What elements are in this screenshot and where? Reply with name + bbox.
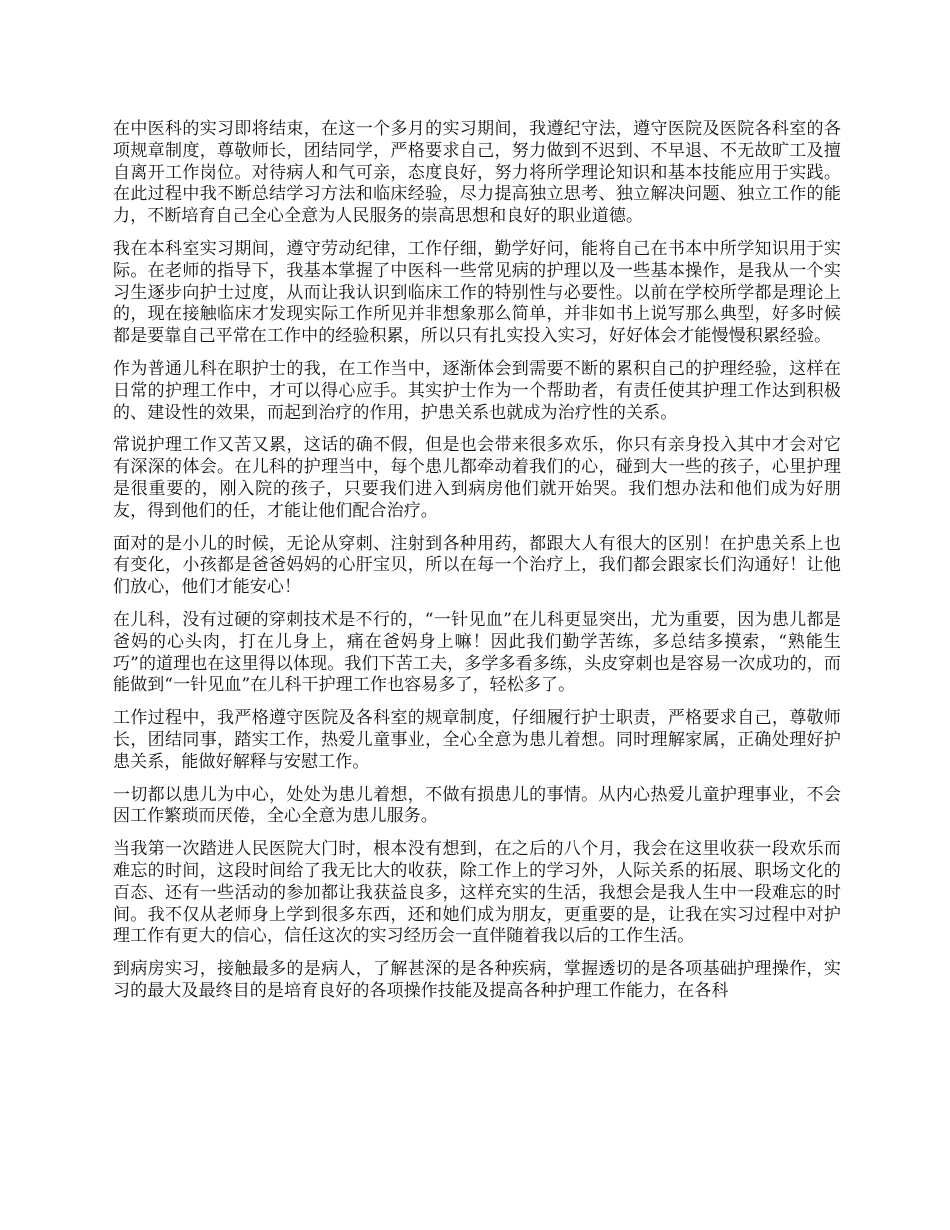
paragraph-5: 面对的是小儿的时候，无论从穿刺、注射到各种用药，都跟大人有很大的区别！在护患关系上也有变化，小孩都是爸爸妈妈的心肝宝贝，所以在每一个治疗上，我们都会跟家长们沟通好！让他们放心，他们才能安心！ — [113, 533, 841, 598]
paragraph-1: 在中医科的实习即将结束，在这一个多月的实习期间，我遵纪守法，遵守医院及医院各科室的各项规章制度，尊敬师长，团结同学，严格要求自己，努力做到不迟到、不早退、不无故旷工及擅自离开工作岗位。对待病人和气可亲，态度良好，努力将所学理论知识和基本技能应用于实践。在此过程中我不断总结学习方法和临床经验，尽力提高独立思考、独立解决问题、独立工作的能力，不断培育自己全心全意为人民服务的崇高思想和良好的职业道德。 — [113, 119, 841, 227]
paragraph-8: 一切都以患儿为中心，处处为患儿着想，不做有损患儿的事情。从内心热爱儿童护理事业，不会因工作繁琐而厌倦，全心全意为患儿服务。 — [113, 784, 841, 827]
paragraph-7: 工作过程中，我严格遵守医院及各科室的规章制度，仔细履行护士职责，严格要求自己，尊敬师长，团结同事，踏实工作，热爱儿童事业，全心全意为患儿着想。同时理解家属，正确处理好护患关系，能做好解释与安慰工作。 — [113, 708, 841, 772]
paragraph-6: 在儿科，没有过硬的穿刺技术是不行的，“一针见血”在儿科更显突出，尤为重要，因为患儿都是爸妈的心头肉，打在儿身上，痛在爸妈身上嘛！因此我们勤学苦练，多总结多摸索，“熟能生巧”的道理也在这里得以体现。我们下苦工夫，多学多看多练，头皮穿刺也是容易一次成功的，而能做到“一针见血”在儿科干护理工作也容易多了，轻松多了。 — [113, 609, 841, 696]
document-body — [113, 119, 841, 1014]
paragraph-3: 作为普通儿科在职护士的我，在工作当中，逐渐体会到需要不断的累积自己的护理经验，这样在日常的护理工作中，才可以得心应手。其实护士作为一个帮助者，有责任使其护理工作达到积极的、建设性的效果，而起到治疗的作用，护患关系也就成为治疗性的关系。 — [113, 358, 841, 423]
paragraph-4: 常说护理工作又苦又累，这话的确不假，但是也会带来很多欢乐，你只有亲身投入其中才会对它有深深的体会。在儿科的护理当中，每个患儿都牵动着我们的心，碰到大一些的孩子，心里护理是很重要的，刚入院的孩子，只要我们进入到病房他们就开始哭。我们想办法和他们成为好朋友，得到他们的任，才能让他们配合治疗。 — [113, 435, 841, 521]
paragraph-10: 到病房实习，接触最多的是病人，了解甚深的是各种疾病，掌握透切的是各项基础护理操作，实习的最大及最终目的是培育良好的各项操作技能及提高各种护理工作能力，在各科 — [113, 959, 841, 1001]
paragraph-9: 当我第一次踏进人民医院大门时，根本没有想到，在之后的八个月，我会在这里收获一段欢乐而难忘的时间，这段时间给了我无比大的收获，除工作上的学习外，人际关系的拓展、职场文化的百态、还有一些活动的参加都让我获益良多，这样充实的生活，我想会是我人生中一段难忘的时间。我不仅从老师身上学到很多东西，还和她们成为朋友，更重要的是，让我在实习过程中对护理工作有更大的信心，信任这次的实习经历会一直伴随着我以后的工作生活。 — [113, 839, 841, 947]
paragraph-2: 我在本科室实习期间，遵守劳动纪律，工作仔细，勤学好问，能将自己在书本中所学知识用于实际。在老师的指导下，我基本掌握了中医科一些常见病的护理以及一些基本操作，是我从一个实习生逐步向护士过度，从而让我认识到临床工作的特别性与必要性。以前在学校所学都是理论上的，现在接触临床才发现实际工作所见并非想象那么简单，并非如书上说写那么典型，好多时候都是要靠自己平常在工作中的经验积累，所以只有扎实投入实习，好好体会才能慢慢积累经验。 — [113, 238, 841, 347]
